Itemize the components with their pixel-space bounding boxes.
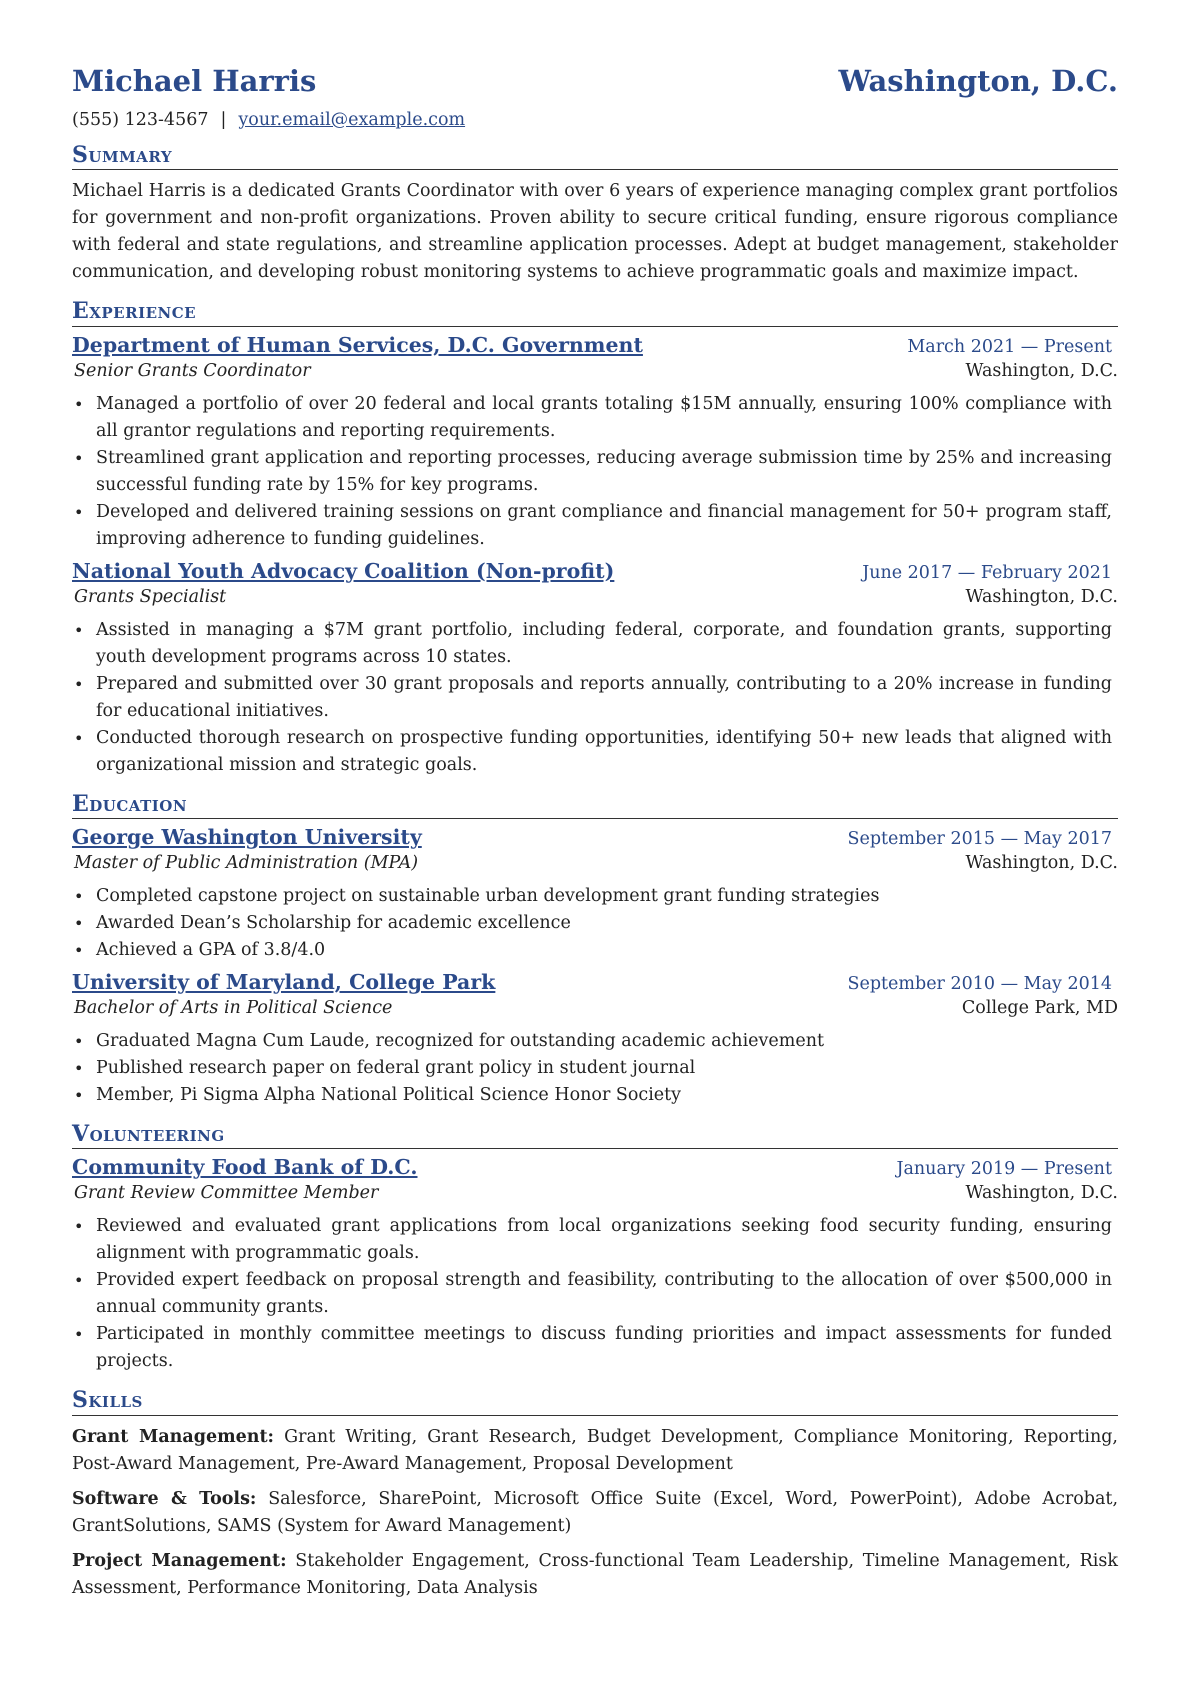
education-bullets [72,1028,1118,1109]
education-bullets [72,883,1118,964]
experience-role: Grants Specialist [74,586,227,607]
section-title-summary: Summary [72,142,1118,170]
education-place: College Park, MD [961,998,1118,1019]
education-school-link[interactable]: University of Maryland, College Park [72,970,496,995]
bullet-item: • Managed a portfolio of over 20 federal and local grants totaling $15M annually, ensuring 100% compliance with all grantor regulations and reporting requirements. [96,391,1118,445]
skill-group-label: Project Management: [72,1550,287,1571]
experience-org-link[interactable]: Department of Human Services, D.C. Government [72,332,643,357]
summary-text: Michael Harris is a dedicated Grants Coordinator with over 6 years of experience managing complex grant portfolios for government and non-profit organizations. Proven ability to secure critical funding, ensure rigorous compliance with federal and state regulations, and streamline application processes. Adept at budget management, stakeholder communication, and developing robust monitoring systems to achieve programmatic goals and maximize impact. [72,181,1118,283]
section-title-skills: Skills [72,1387,1118,1415]
skill-group [72,1486,1118,1540]
education-entry [72,970,1118,1109]
experience-org-link[interactable]: National Youth Advocacy Coalition (Non-profit) [72,558,615,583]
candidate-name: Michael Harris [72,64,317,98]
skill-group [72,1548,1118,1602]
email-link[interactable]: your.email@example.com [238,109,466,130]
bullet-item: • Streamlined grant application and reporting processes, reducing average submission time by 25% and increasing successful funding rate by 15% for key programs. [96,445,1118,499]
section-title-experience: Experience [72,298,1118,326]
experience-bullets [72,391,1118,553]
volunteering-place: Washington, D.C. [965,1183,1118,1204]
skill-group-text: Stakeholder Engagement, Cross-functional Team Leadership, Timeline Management, Risk Assessment, Performance Monitoring, Data Analysis [72,1550,1118,1598]
bullet-item: • Assisted in managing a $7M grant portfolio, including federal, corporate, and foundation grants, supporting youth development programs across 10 states. [96,617,1118,671]
section-title-education: Education [72,791,1118,819]
resume-header [72,66,1118,98]
bullet-item: • Developed and delivered training sessions on grant compliance and financial management for 50+ program staff, improving adherence to funding guidelines. [96,499,1118,553]
phone-number: (555) 123-4567 [72,109,209,130]
experience-dates: June 2017 — February 2021 [862,562,1112,583]
bullet-item: • Prepared and submitted over 30 grant proposals and reports annually, contributing to a 20% increase in funding for educational initiatives. [96,671,1118,725]
experience-place: Washington, D.C. [965,586,1118,607]
experience-place: Washington, D.C. [965,360,1118,381]
education-entry [72,825,1118,964]
skill-group-text: Salesforce, SharePoint, Microsoft Office Suite (Excel, Word, PowerPoint), Adobe Acrobat, GrantSolutions, SAMS (System for Award Management) [72,1488,1119,1536]
contact-line [72,110,1118,130]
education-dates: September 2010 — May 2014 [847,974,1112,995]
education-place: Washington, D.C. [965,853,1118,874]
skill-group-label: Software & Tools: [72,1488,257,1509]
bullet-item: • Provided expert feedback on proposal strength and feasibility, contributing to the allocation of over $500,000 in annual community grants. [96,1267,1118,1321]
experience-entry [72,559,1118,779]
volunteering-entry [72,1155,1118,1375]
experience-dates: March 2021 — Present [907,336,1112,357]
bullet-item: • Conducted thorough research on prospective funding opportunities, identifying 50+ new leads that aligned with organizational mission and strategic goals. [96,725,1118,779]
candidate-location: Washington, D.C. [838,64,1118,98]
bullet-item: • Graduated Magna Cum Laude, recognized for outstanding academic achievement [96,1028,1118,1055]
experience-bullets [72,617,1118,779]
skill-group-label: Grant Management: [72,1426,275,1447]
volunteering-org-link[interactable]: Community Food Bank of D.C. [72,1155,418,1180]
skill-group [72,1424,1118,1478]
bullet-item: • Achieved a GPA of 3.8/4.0 [96,937,1118,964]
volunteering-role: Grant Review Committee Member [74,1183,379,1204]
education-degree: Master of Public Administration (MPA) [74,853,419,874]
bullet-item: • Reviewed and evaluated grant applications from local organizations seeking food security funding, ensuring alignment with programmatic goals. [96,1213,1118,1267]
bullet-item: • Participated in monthly committee meetings to discuss funding priorities and impact assessments for funded projects. [96,1321,1118,1375]
bullet-item: • Member, Pi Sigma Alpha National Political Science Honor Society [96,1082,1118,1109]
volunteering-dates: January 2019 — Present [896,1159,1112,1180]
bullet-item: • Published research paper on federal grant policy in student journal [96,1055,1118,1082]
experience-entry [72,333,1118,553]
contact-separator: | [220,109,227,130]
education-school-link[interactable]: George Washington University [72,825,422,850]
bullet-item: • Completed capstone project on sustainable urban development grant funding strategies [96,883,1118,910]
skill-group-text: Grant Writing, Grant Research, Budget Development, Compliance Monitoring, Reporting, Post-Award Management, Pre-Award Management, Proposal Development [72,1426,1118,1474]
experience-role: Senior Grants Coordinator [74,360,311,381]
education-degree: Bachelor of Arts in Political Science [74,998,393,1019]
education-dates: September 2015 — May 2017 [847,829,1112,850]
bullet-item: • Awarded Dean’s Scholarship for academic excellence [96,910,1118,937]
volunteering-bullets [72,1213,1118,1375]
section-title-volunteering: Volunteering [72,1121,1118,1149]
